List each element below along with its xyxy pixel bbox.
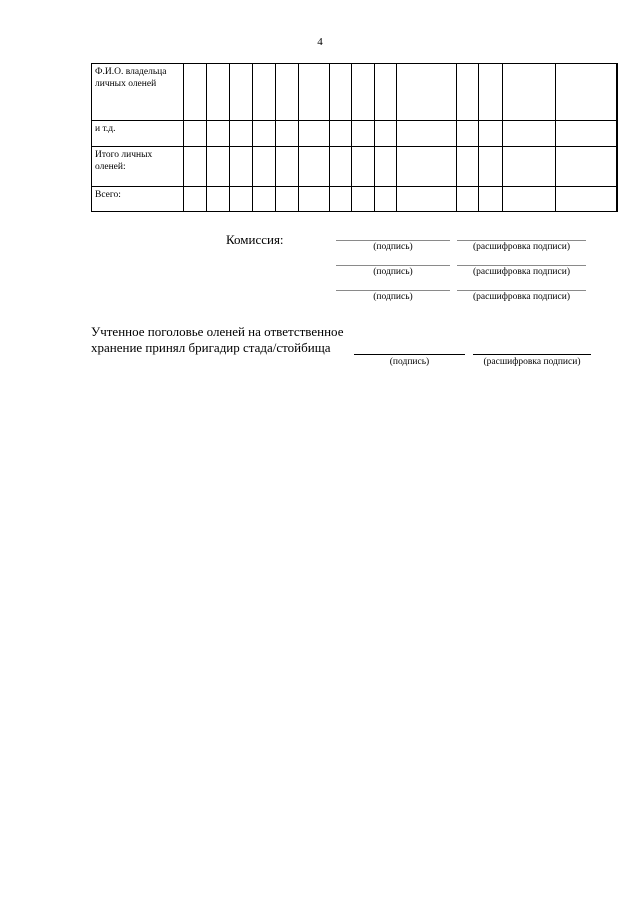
table-cell [617, 121, 618, 147]
acceptance-signature-line [354, 354, 465, 355]
table-cell [330, 121, 352, 147]
table-cell [184, 121, 207, 147]
table-cell [330, 187, 352, 212]
table-cell [184, 187, 207, 212]
table-cell [230, 187, 253, 212]
table-cell [207, 147, 230, 187]
table-row [92, 64, 618, 121]
row-label: Итого личных оленей: [92, 147, 184, 187]
table-cell [503, 187, 556, 212]
table-cell [230, 121, 253, 147]
acceptance-decoding-caption: (расшифровка подписи) [483, 357, 581, 367]
row-label: и т.д. [92, 121, 184, 147]
table-cell [276, 64, 299, 121]
table-cell [253, 64, 276, 121]
commission-signature-caption: (подпись) [373, 267, 413, 277]
table-row [92, 147, 618, 187]
table-cell [503, 147, 556, 187]
table-row [92, 187, 618, 212]
table-cell [352, 187, 375, 212]
table-cell [556, 121, 617, 147]
table-cell [253, 147, 276, 187]
table-cell [503, 64, 556, 121]
table-cell [276, 147, 299, 187]
acceptance-signature-caption: (подпись) [389, 357, 430, 367]
page-number: 4 [317, 36, 323, 48]
commission-label: Комиссия: [226, 232, 284, 247]
table-cell [457, 187, 479, 212]
table-cell [375, 187, 397, 212]
commission-signature-line [336, 290, 450, 291]
table-cell [352, 64, 375, 121]
table-cell [207, 187, 230, 212]
table-cell [503, 121, 556, 147]
table-cell [352, 121, 375, 147]
table-cell [299, 147, 330, 187]
row-label: Ф.И.О. владельца личных оленей [92, 64, 184, 121]
table-cell [184, 147, 207, 187]
table-cell [556, 187, 617, 212]
commission-decoding-line [457, 265, 586, 266]
table-cell [253, 187, 276, 212]
commission-signature-caption: (подпись) [373, 242, 413, 252]
acceptance-text-line-1: Учтенное поголовье оленей на ответственное [91, 324, 344, 339]
table-cell [276, 187, 299, 212]
row-label: Всего: [92, 187, 184, 212]
acceptance-text-line-2: хранение принял бригадир стада/стойбища [91, 340, 331, 355]
table-cell [617, 64, 618, 121]
table-cell [276, 121, 299, 147]
table-cell [352, 147, 375, 187]
table-cell [230, 64, 253, 121]
table-cell [397, 121, 457, 147]
table-cell [457, 121, 479, 147]
table-cell [299, 64, 330, 121]
table-cell [397, 187, 457, 212]
table-cell [184, 64, 207, 121]
table-cell [457, 147, 479, 187]
table-cell [556, 64, 617, 121]
acceptance-decoding-line [473, 354, 591, 355]
table-cell [375, 147, 397, 187]
table-cell [375, 64, 397, 121]
commission-decoding-caption: (расшифровка подписи) [473, 267, 570, 277]
table-cell [479, 64, 503, 121]
table-row [92, 121, 618, 147]
table-cell [397, 64, 457, 121]
table-cell [207, 64, 230, 121]
table-cell [617, 147, 618, 187]
commission-signature-line [336, 240, 450, 241]
commission-decoding-line [457, 240, 586, 241]
table-cell [299, 187, 330, 212]
table-cell [330, 64, 352, 121]
table-cell [479, 121, 503, 147]
commission-signature-line [336, 265, 450, 266]
commission-decoding-caption: (расшифровка подписи) [473, 292, 570, 302]
records-table [91, 63, 618, 212]
table-cell [617, 187, 618, 212]
commission-decoding-line [457, 290, 586, 291]
table-cell [556, 147, 617, 187]
table-cell [479, 147, 503, 187]
commission-signature-caption: (подпись) [373, 292, 413, 302]
table-cell [457, 64, 479, 121]
table-cell [253, 121, 276, 147]
table-cell [330, 147, 352, 187]
table-cell [230, 147, 253, 187]
table-cell [397, 147, 457, 187]
table-cell [375, 121, 397, 147]
table-cell [207, 121, 230, 147]
table-cell [299, 121, 330, 147]
commission-decoding-caption: (расшифровка подписи) [473, 242, 570, 252]
table-cell [479, 187, 503, 212]
